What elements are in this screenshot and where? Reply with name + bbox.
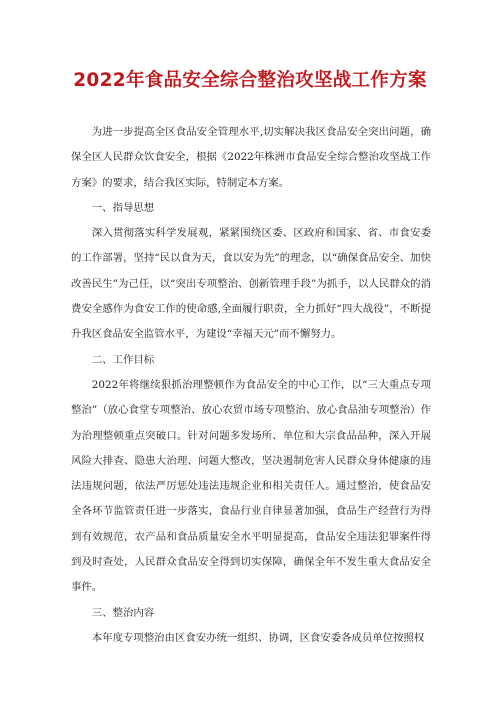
paragraph-guiding-ideology: 深入贯彻落实科学发展观，紧紧围绕区委、区政府和国家、省、市食安委的工作部署，坚持“民以食为天，食以安为先”的理念，以“确保食品安全、加快改善民生”为己任，以“突出专项整治、创新管理手段”为抓手，以人民群众的消费安全感作为食安工作的使命感,全面履行职责，全力抓好“四大战役”，不断提升我区食品安全监管水平，为建设“幸福天元”而不懈努力。 [71,227,431,341]
document-body [71,120,431,651]
paragraph-work-goals: 2022年将继续狠抓治理整顿作为食品安全的中心工作，以“三大重点专项整治”（放心食堂专项整治、放心农贸市场专项整治、放心食品油专项整治）作为治理整顿重点突破口。针对问题多发场所、单位和大宗食品品种，深入开展风险大排查、隐患大治理、问题大整改，坚决遏制危害人民群众身体健康的违法违规问题，依法严厉惩处违法违规企业和相关责任人。通过整治，使食品安全各环节监管责任进一步落实，食品行业自律显著加强，食品生产经营行为得到有效规范，农产品和食品质量安全水平明显提高，食品安全违法犯罪案件得到及时查处，人民群众食品安全得到切实保障，确保全年不发生重大食品安全事件。 [71,378,431,594]
document-title: 2022年食品安全综合整治攻坚战工作方案 [73,70,427,91]
section-heading-rectification-content: 三、整治内容 [91,606,155,619]
section-heading-guiding-ideology: 一、指导思想 [91,201,155,214]
paragraph-intro: 为进一步提高全区食品安全管理水平,切实解决我区食品安全突出问题，确保全区人民群众饮食安全，根据《2022年株洲市食品安全综合整治攻坚战工作方案》的要求，结合我区实际，特制定本方案。 [71,126,431,189]
section-heading-work-goals: 二、工作目标 [91,353,155,366]
paragraph-rectification-content: 本年度专项整治由区食安办统一组织、协调，区食安委各成员单位按照权 [91,631,425,644]
